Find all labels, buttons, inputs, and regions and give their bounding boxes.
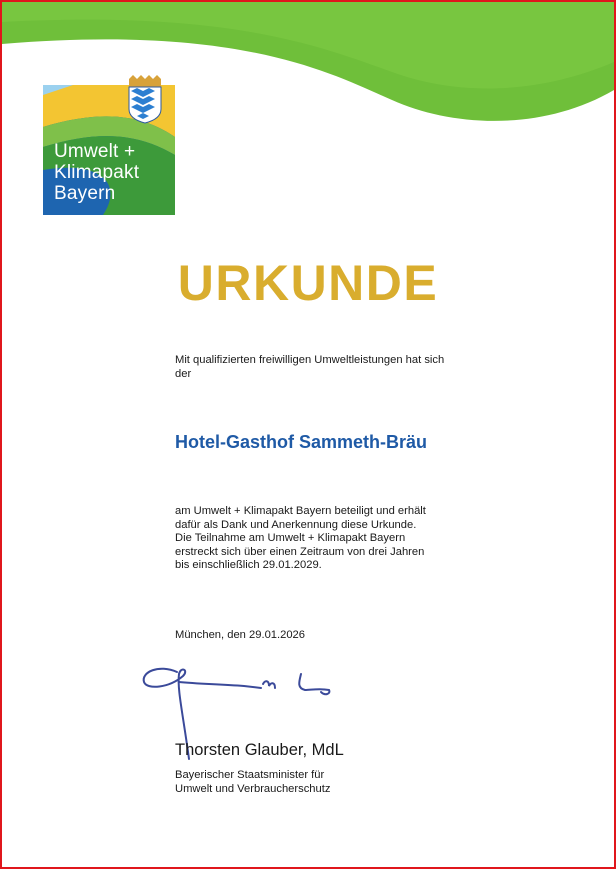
body-line: Die Teilnahme am Umwelt + Klimapakt Bayern — [175, 532, 406, 544]
logo-line: Klimapakt — [54, 162, 140, 183]
intro-line: der — [175, 367, 192, 380]
logo-line: Umwelt + — [54, 141, 136, 162]
body-line: am Umwelt + Klimapakt Bayern beteiligt und erhält — [175, 505, 426, 517]
body-line: erstreckt sich über einen Zeitraum von drei Jahren — [175, 545, 425, 558]
body-line: bis einschließlich 29.01.2029. — [175, 559, 322, 571]
place-date: München, den 29.01.2026 — [175, 629, 306, 641]
certificate-title: URKUNDE — [177, 255, 439, 311]
logo-wordmark — [54, 141, 139, 204]
logo-line: Bayern — [54, 183, 116, 204]
certificate-body — [175, 505, 475, 573]
signer-title — [175, 769, 435, 796]
body-line: dafür als Dank und Anerkennung diese Urkunde. — [175, 518, 417, 531]
intro-line: Mit qualifizierten freiwilligen Umweltleistungen hat sich — [175, 354, 445, 366]
intro-text — [175, 354, 475, 381]
signer-title-line: Bayerischer Staatsminister für — [175, 769, 325, 781]
signer-name: Thorsten Glauber, MdL — [175, 741, 344, 759]
signer-title-line: Umwelt und Verbraucherschutz — [175, 782, 331, 795]
bavarian-crest-icon — [129, 75, 161, 123]
hotel-name: Hotel-Gasthof Sammeth-Bräu — [175, 432, 428, 452]
